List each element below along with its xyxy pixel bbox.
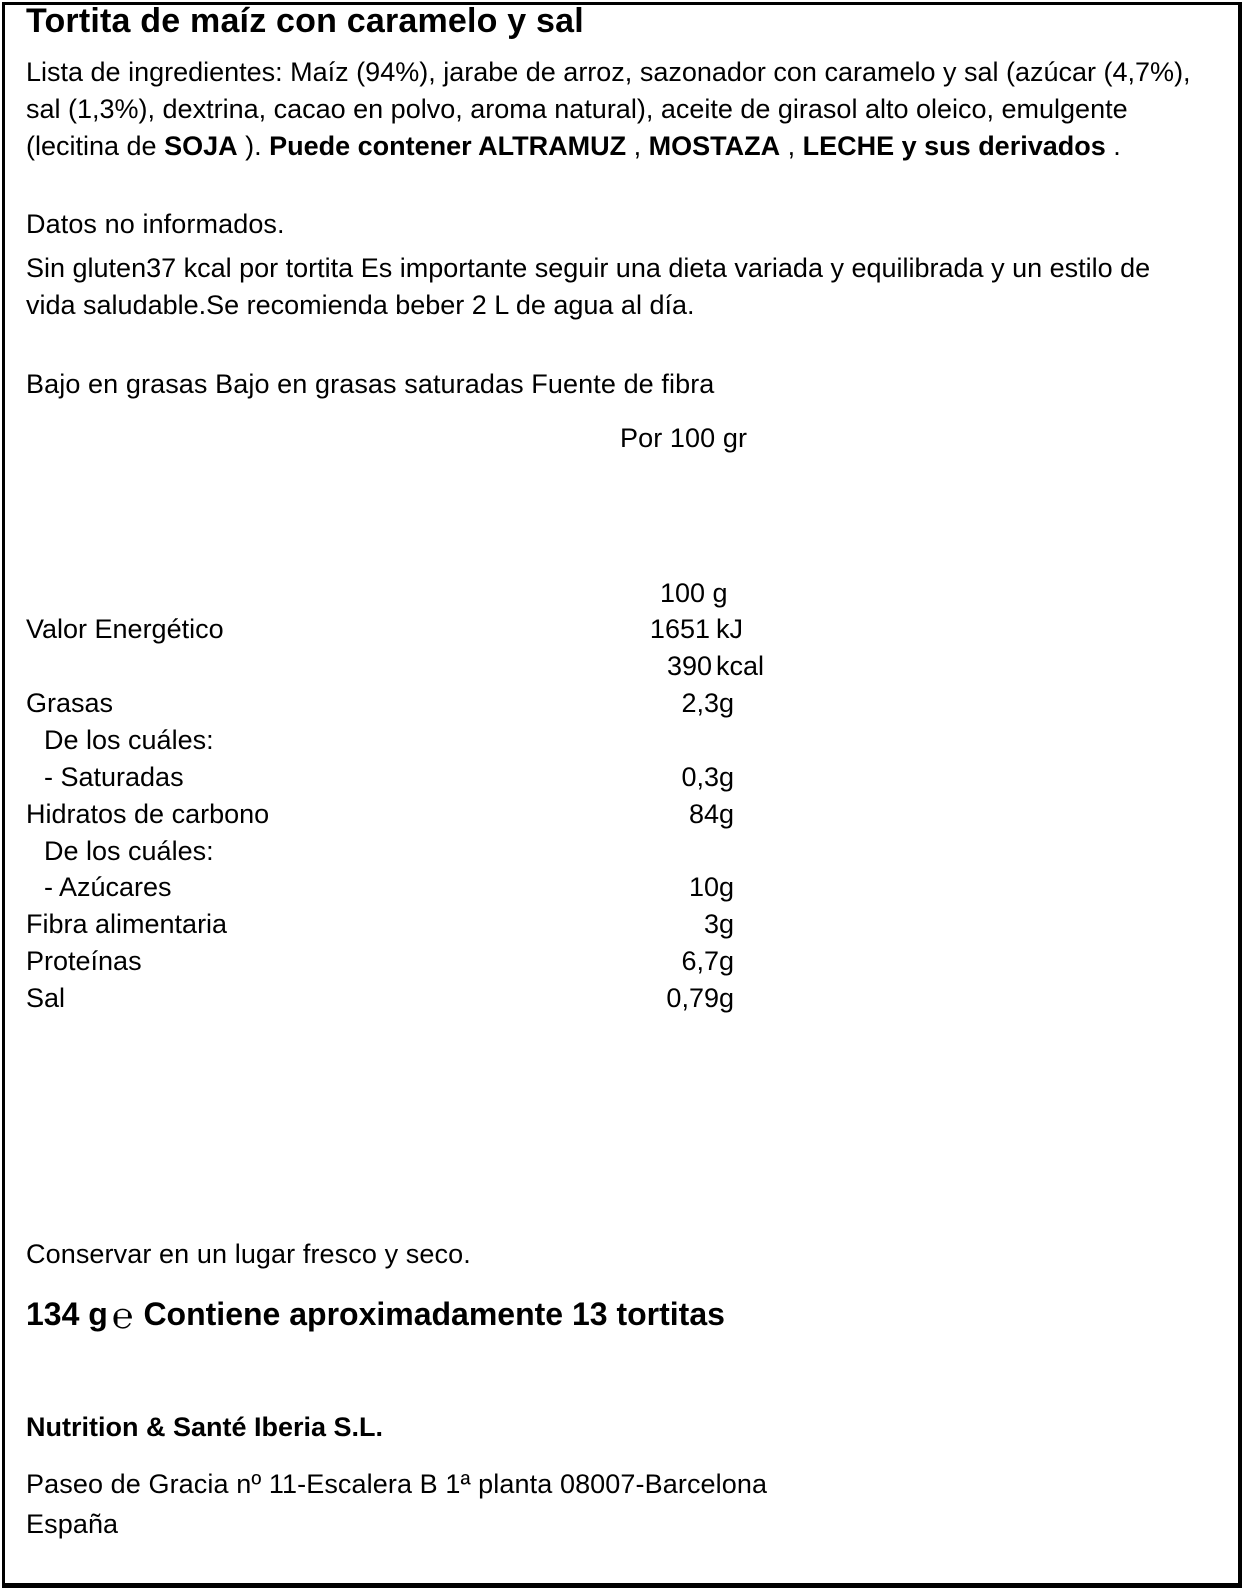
ingredients-list <box>26 54 1226 165</box>
allergen-mostaza: MOSTAZA <box>648 131 781 161</box>
nutrition-unit-kj: kJ <box>716 614 743 644</box>
nutrition-label-of-which: De los cuáles: <box>44 725 214 755</box>
nutrition-value-carbs: 84g <box>688 799 734 829</box>
ingredients-middle: ). <box>237 131 270 161</box>
per-100g-header: Por 100 gr <box>620 423 748 453</box>
nutrition-value-salt: 0,79g <box>666 983 734 1013</box>
nutrition-label-fiber: Fibra alimentaria <box>26 909 228 939</box>
ingredients-end: . <box>1105 131 1121 161</box>
nutrition-unit-kcal: kcal <box>716 651 765 681</box>
allergen-soja: SOJA <box>164 131 238 161</box>
nutrition-value-saturated: 0,3g <box>681 762 734 792</box>
nutrition-value-fiber: 3g <box>703 909 734 939</box>
nutrition-claims: Bajo en grasas Bajo en grasas saturadas Fuente de fibra <box>26 369 715 399</box>
nutrition-label-saturated: - Saturadas <box>44 762 184 792</box>
estimated-sign-icon: ℮ <box>111 1296 134 1337</box>
allergen-leche: LECHE y sus derivados <box>802 131 1106 161</box>
net-content <box>26 1296 725 1337</box>
nutrition-value-sugars: 10g <box>688 872 734 902</box>
nutrition-column-header: 100 g <box>660 578 728 608</box>
may-contain-text: Puede contener ALTRAMUZ <box>269 131 627 161</box>
nutrition-value-fat: 2,3g <box>681 688 734 718</box>
nutrition-label-fat: Grasas <box>26 688 114 718</box>
claims-text: Sin gluten37 kcal por tortita Es importante seguir una dieta variada y equilibrada y un estilo de vida saludable.Se recomienda beber 2 L de agua al día. <box>26 253 1151 320</box>
ingredients-text: Lista de ingredientes: Maíz (94%), jarabe de arroz, sazonador con caramelo y sal (azúcar (4,7%), sal (1,3%), dextrina, cacao en polvo, aroma natural), aceite de girasol alto oleico, emulgente (lecitina de <box>26 57 1191 161</box>
company-name: Nutrition & Santé Iberia S.L. <box>26 1412 384 1442</box>
nutrition-label-energy: Valor Energético <box>26 614 224 644</box>
nutrition-value-kcal: 390 <box>666 651 712 681</box>
nutrition-label-sugars: - Azúcares <box>44 872 172 902</box>
ingredients-separator: , <box>626 131 649 161</box>
company-address: Paseo de Gracia nº 11-Escalera B 1ª planta 08007-Barcelona <box>26 1469 768 1499</box>
data-not-reported: Datos no informados. <box>26 209 285 239</box>
portions-count: Contiene aproximadamente 13 tortitas <box>143 1296 725 1332</box>
product-title: Tortita de maíz con caramelo y sal <box>26 2 584 40</box>
nutrition-value-protein: 6,7g <box>681 946 734 976</box>
nutrition-label-of-which: De los cuáles: <box>44 836 214 866</box>
company-country: España <box>26 1509 119 1539</box>
storage-instructions: Conservar en un lugar fresco y seco. <box>26 1239 471 1269</box>
nutrition-label-protein: Proteínas <box>26 946 142 976</box>
net-weight: 134 g <box>26 1296 108 1332</box>
nutrition-label-carbs: Hidratos de carbono <box>26 799 270 829</box>
nutrition-label-salt: Sal <box>26 983 66 1013</box>
ingredients-separator: , <box>780 131 803 161</box>
nutrition-value-kj: 1651 <box>649 614 710 644</box>
